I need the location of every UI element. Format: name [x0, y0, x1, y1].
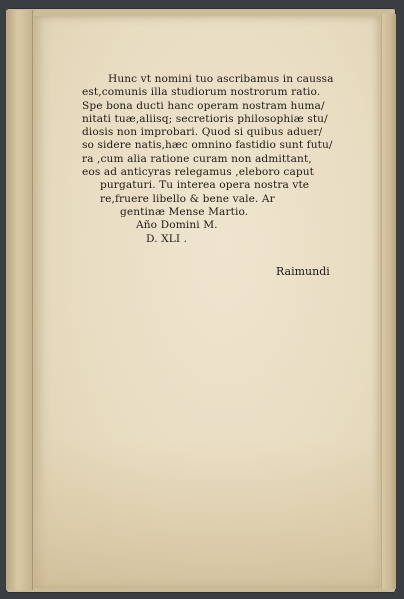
text-line: nitati tuæ,aliisq; secretioris philosophiæ stu/ [82, 112, 328, 125]
text-line: purgaturi. Tu interea opera nostra vte [100, 179, 310, 192]
catchword: Raimundi [276, 265, 330, 278]
text-line: Año Domini M. [136, 219, 218, 232]
left-binding [6, 10, 33, 590]
text-line: ra ,cum alia ratione curam non admittant, [82, 152, 312, 165]
text-line: gentinæ Mense Martio. [120, 205, 249, 218]
text-line: Spe bona ducti hanc operam nostram huma/ [82, 99, 325, 112]
right-page-edges [381, 14, 396, 589]
text-line: est,comunis illa studiorum nostrorum ratio. [82, 86, 321, 99]
text-line: re,fruere libello & bene vale. Ar [100, 192, 275, 205]
page-stain [34, 438, 380, 588]
text-block [82, 73, 332, 246]
text-line: diosis non improbari. Quod si quibus aduer/ [82, 126, 323, 139]
text-line: eos ad anticyras relegamus ,eleboro caput [82, 166, 315, 179]
text-line: so sidere natis,hæc omnino fastidio sunt futu/ [82, 139, 333, 152]
text-line: D. XLI . [146, 232, 188, 245]
text-line: Hunc vt nomini tuo ascribamus in caussa [108, 73, 334, 85]
